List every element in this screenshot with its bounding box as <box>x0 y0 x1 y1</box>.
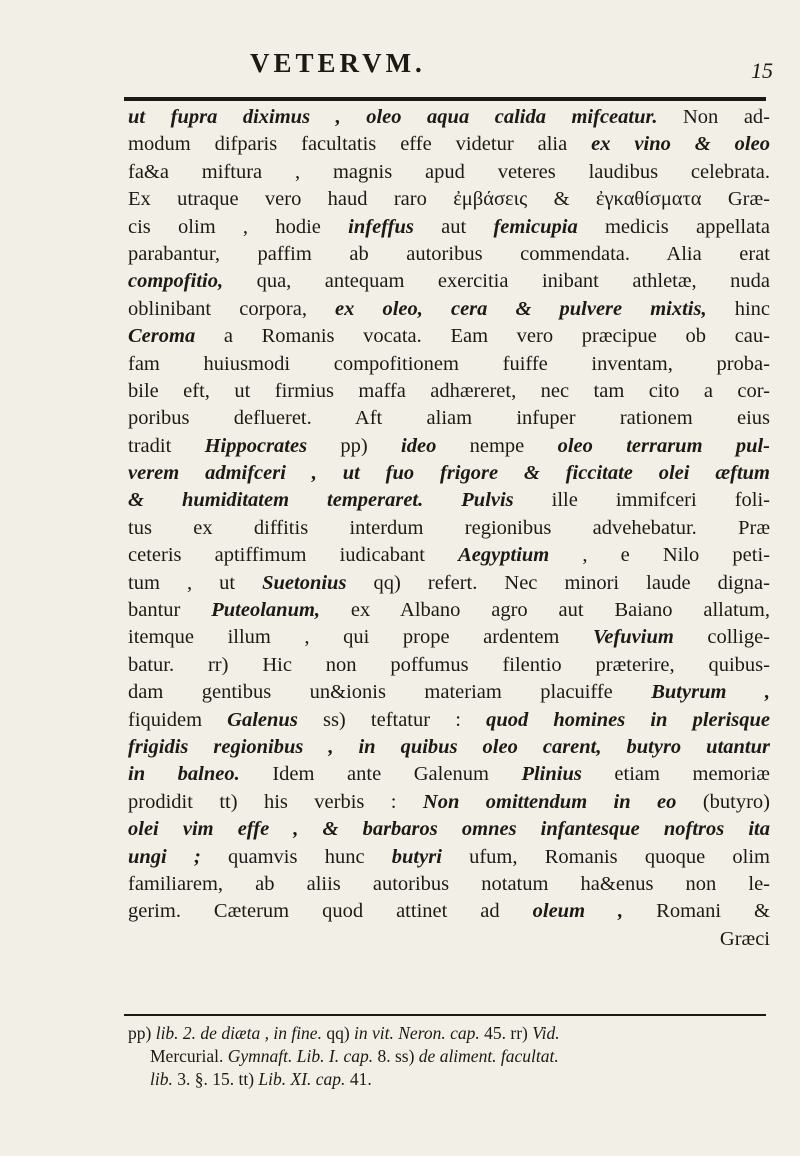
body-text-run: Non ad- <box>657 106 771 128</box>
body-text-run: tradit <box>128 434 205 457</box>
footnote-rule <box>124 1014 766 1016</box>
body-line <box>128 926 770 953</box>
body-text-run: butyri <box>391 845 442 868</box>
body-line <box>128 214 770 241</box>
footnote-line <box>128 1022 768 1045</box>
body-text-run: Hippocrates <box>204 434 308 457</box>
body-text-run: collige- <box>673 626 770 649</box>
body-text-run: prodidit tt) his verbis : <box>128 790 423 813</box>
body-line <box>128 542 770 569</box>
body-text-run: Galenus <box>227 708 298 731</box>
body-line <box>128 844 770 871</box>
main-text <box>128 104 770 953</box>
running-head: VETERVM. <box>250 48 426 78</box>
body-line <box>128 487 770 514</box>
body-line <box>128 679 770 706</box>
body-text-run: fiquidem <box>128 708 228 731</box>
body-text-run: qua, antequam exercitia inibant athletæ, nuda <box>223 270 770 293</box>
body-text-run: medicis appellata <box>577 215 771 238</box>
body-text-run: ceteris aptiffimum iudicabant <box>128 544 459 567</box>
footnote-text-run: Lib. XI. cap. <box>258 1069 346 1089</box>
body-text-run: frigidis regionibus , in quibus oleo carent, butyro utantur <box>128 735 770 758</box>
body-text-run: ss) teftatur : <box>297 708 487 731</box>
body-text-run: ex oleo, cera & pulvere mixtis, <box>335 297 707 320</box>
body-line <box>128 734 770 761</box>
body-line <box>128 296 770 323</box>
body-text-run: Butyrum , <box>651 681 770 704</box>
body-line <box>128 378 770 405</box>
body-text-run: aut <box>413 215 494 238</box>
body-text-run: bile eft, ut firmius maffa adhæreret, nec tam cito a cor- <box>128 379 770 402</box>
body-line <box>128 159 770 186</box>
body-text-run: Romani & <box>623 900 770 923</box>
body-line <box>128 131 770 158</box>
body-text-run: batur. rr) Hic non poffumus filentio præterire, quibus- <box>128 653 770 676</box>
body-text-run: (butyro) <box>676 790 770 813</box>
body-text-run: oblinibant corpora, <box>128 297 336 320</box>
page-number: 15 <box>751 58 773 83</box>
body-text-run: Puteolanum, <box>211 599 321 622</box>
body-text-run: ex Albano agro aut Baiano allatum, <box>320 599 770 622</box>
body-text-run: quod homines in plerisque <box>486 708 771 731</box>
header-rule <box>124 97 766 101</box>
body-line <box>128 405 770 432</box>
body-text-run: ufum, Romanis quoque olim <box>441 845 770 868</box>
footnote-text-run: pp) <box>128 1023 156 1043</box>
body-text-run: quamvis hunc <box>200 845 392 868</box>
body-text-run: Plinius <box>521 763 582 786</box>
body-text-run: Ceroma <box>128 325 196 348</box>
body-text-run: hinc <box>706 297 770 320</box>
body-text-run: tum , ut <box>128 571 263 594</box>
body-text-run: ut fupra diximus , oleo aqua calida mifceatur. <box>128 106 658 128</box>
body-line <box>128 652 770 679</box>
body-text-run: ideo <box>401 434 437 457</box>
footnote-text-run: lib. 2. de diæta , in fine. <box>155 1023 322 1043</box>
body-text-run: dam gentibus un&ionis materiam placuiffe <box>128 681 652 704</box>
body-line <box>128 789 770 816</box>
body-text-run: Ex utraque vero haud raro ἐμβάσεις & ἐγκαθίσματα Græ- <box>128 188 770 211</box>
body-text-run: oleum , <box>532 900 624 923</box>
footnote-text-run: qq) <box>321 1023 355 1043</box>
body-line <box>128 351 770 378</box>
body-text-run: , e Nilo peti- <box>549 544 770 567</box>
body-line <box>128 241 770 268</box>
body-text-run: modum difparis facultatis effe videtur alia <box>128 133 592 156</box>
body-text-run: femicupia <box>493 215 578 238</box>
body-text-run: Aegyptium <box>458 544 550 567</box>
body-text-run: pp) <box>307 434 402 457</box>
page-header <box>0 48 800 88</box>
body-line <box>128 898 770 925</box>
body-line <box>128 515 770 542</box>
body-line <box>128 433 770 460</box>
body-text-run: verem admifceri , ut fuo frigore & ficcitate olei æftum <box>128 462 770 485</box>
body-text-run: in balneo. <box>128 763 240 786</box>
footnote-text-run: Mercurial. <box>150 1046 228 1066</box>
footnote-text-run: 45. rr) <box>479 1023 533 1043</box>
footnote-text-run: in vit. Neron. cap. <box>354 1023 480 1043</box>
body-text-run: qq) refert. Nec minori laude digna- <box>346 571 770 594</box>
body-text-run: familiarem, ab aliis autoribus notatum ha&enus non le- <box>128 872 770 895</box>
body-text-run: tus ex diffitis interdum regionibus advehebatur. Præ <box>128 516 770 539</box>
footnote-text-run: Gymnaft. Lib. I. cap. <box>227 1046 374 1066</box>
body-text-run: infeffus <box>348 215 414 238</box>
body-text-run: a Romanis vocata. Eam vero præcipue ob cau- <box>195 325 770 348</box>
body-line <box>128 570 770 597</box>
body-line <box>128 597 770 624</box>
footnote-line <box>128 1045 768 1068</box>
body-text-run: nempe <box>436 434 558 457</box>
footnote-text-run: de aliment. facultat. <box>418 1046 559 1066</box>
footnote-text-run: Vid. <box>532 1023 560 1043</box>
body-text-run: ex vino & oleo <box>591 133 770 156</box>
body-line <box>128 186 770 213</box>
body-text-run: Idem ante Galenum <box>239 763 522 786</box>
footnote-text-run: 41. <box>345 1069 372 1089</box>
body-line <box>128 268 770 295</box>
footnotes <box>128 1022 768 1091</box>
body-text-run: & humiditatem temperaret. Pulvis <box>128 489 514 512</box>
body-text-run: fam huiusmodi compofitionem fuiffe inventam, proba- <box>128 352 770 375</box>
body-text-run: compofitio, <box>128 270 224 293</box>
body-text-run: oleo terrarum pul- <box>557 434 771 457</box>
body-text-run: cis olim , hodie <box>128 215 349 238</box>
body-text-run: Græci <box>719 927 770 950</box>
body-text-run: olei vim effe , & barbaros omnes infantesque noftros ita <box>128 818 770 841</box>
body-text-run: fa&a miftura , magnis apud veteres laudibus celebrata. <box>128 160 770 183</box>
body-text-run: Suetonius <box>262 571 347 594</box>
body-text-run: itemque illum , qui prope ardentem <box>128 626 593 649</box>
body-text-run: ungi ; <box>128 845 201 868</box>
footnote-text-run: lib. <box>150 1069 173 1089</box>
body-line <box>128 816 770 843</box>
body-text-run: poribus deflueret. Aft aliam infuper rationem eius <box>128 407 770 430</box>
footnote-line <box>128 1068 768 1091</box>
footnote-text-run: 3. §. 15. tt) <box>172 1069 259 1089</box>
body-line <box>128 761 770 788</box>
body-text-run: etiam memoriæ <box>581 763 770 786</box>
body-text-run: bantur <box>128 599 212 622</box>
body-line <box>128 624 770 651</box>
body-line <box>128 871 770 898</box>
body-line <box>128 460 770 487</box>
body-text-run: ille immifceri foli- <box>513 489 770 512</box>
body-line <box>128 323 770 350</box>
footnote-text-run: 8. ss) <box>373 1046 419 1066</box>
body-text-run: gerim. Cæterum quod attinet ad <box>128 900 533 923</box>
body-text-run: parabantur, paffim ab autoribus commendata. Alia erat <box>128 242 770 265</box>
body-text-run: Vefuvium <box>592 626 674 649</box>
body-line <box>128 707 770 734</box>
body-text-run: Non omittendum in eo <box>422 790 677 813</box>
body-line <box>128 104 770 131</box>
